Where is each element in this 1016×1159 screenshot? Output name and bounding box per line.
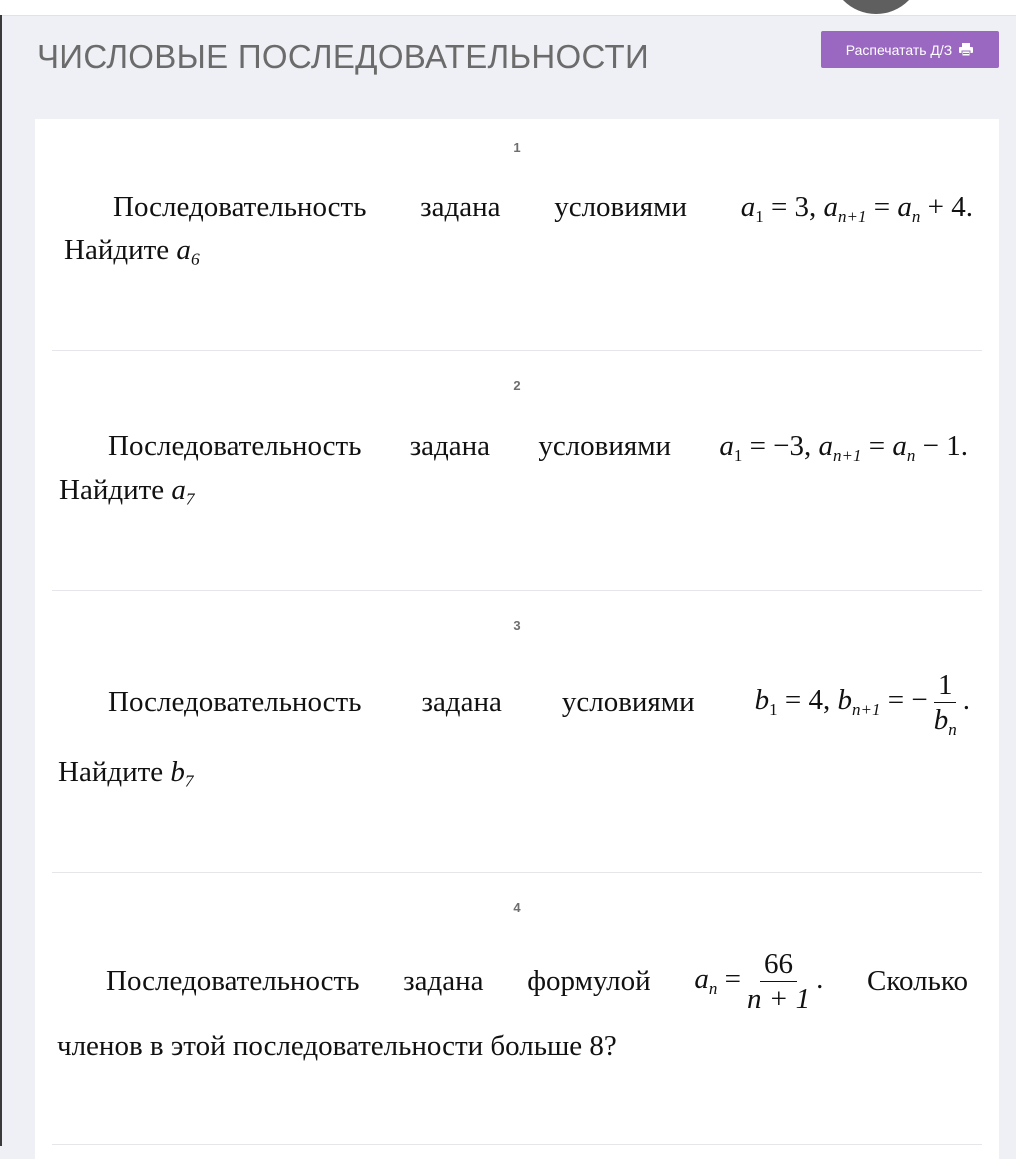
find-target: a₇: [171, 474, 196, 506]
task-word: Последовательность: [113, 191, 367, 223]
find-label: Найдите: [64, 234, 170, 266]
task-formula: $a_1 = -3$, $a_{n+1} = a_n - 1$.: [719, 430, 968, 465]
find-target: b₇: [170, 756, 195, 788]
task-word: условиями: [561, 686, 695, 718]
printer-icon: [958, 42, 974, 57]
task-word: задана: [403, 965, 484, 997]
task-text-line: [113, 191, 973, 224]
task-word: формулой: [527, 965, 651, 997]
divider: [52, 872, 982, 873]
find-label: Найдите: [59, 474, 165, 506]
task-formula: $a_n$ = $\frac{66}{n + 1}$ .: [694, 948, 824, 1015]
divider: [52, 350, 982, 351]
task-find-line: [64, 234, 201, 267]
find-target: a₆: [176, 234, 201, 266]
task-word: условиями: [538, 430, 672, 462]
task-text-line: [106, 947, 968, 1016]
print-homework-button[interactable]: [821, 31, 999, 68]
task-word: задана: [420, 191, 501, 223]
print-button-label: Распечатать Д/З: [845, 41, 953, 58]
fraction: $\frac{66}{n + 1}$: [747, 948, 811, 1015]
task-word: Сколько: [867, 965, 968, 997]
task-word: Последовательность: [108, 686, 362, 718]
task-word: Последовательность: [106, 965, 360, 997]
fraction: $\frac{1}{b_n}$: [933, 669, 957, 739]
divider: [52, 590, 982, 591]
task-formula: $a_1 = 3$, $a_{n+1} = a_n + 4$.: [740, 191, 973, 226]
task-text-line: [108, 430, 968, 463]
task-number: 4: [513, 900, 521, 915]
task-word: задана: [421, 686, 502, 718]
task-number: 3: [513, 618, 521, 633]
task-word: задана: [409, 430, 491, 462]
page-title: ЧИСЛОВЫЕ ПОСЛЕДОВАТЕЛЬНОСТИ: [37, 38, 650, 75]
task-number: 1: [513, 140, 521, 155]
tasks-card: [35, 119, 999, 1159]
task-number: 2: [513, 378, 521, 393]
find-label: Найдите: [58, 756, 164, 788]
divider: [52, 1144, 982, 1145]
task-formula: $b_1 = 4$, $b_{n+1}$ = − $\frac{1}{b_n}$ .: [754, 669, 970, 739]
task-word: условиями: [554, 191, 687, 223]
task-word: Последовательность: [108, 430, 362, 462]
task-question-line: членов в этой последовательности больше 8?: [57, 1030, 617, 1062]
left-edge: [0, 15, 2, 1146]
task-find-line: [58, 756, 195, 789]
task-find-line: [59, 474, 196, 507]
task-text-line: [108, 668, 970, 737]
